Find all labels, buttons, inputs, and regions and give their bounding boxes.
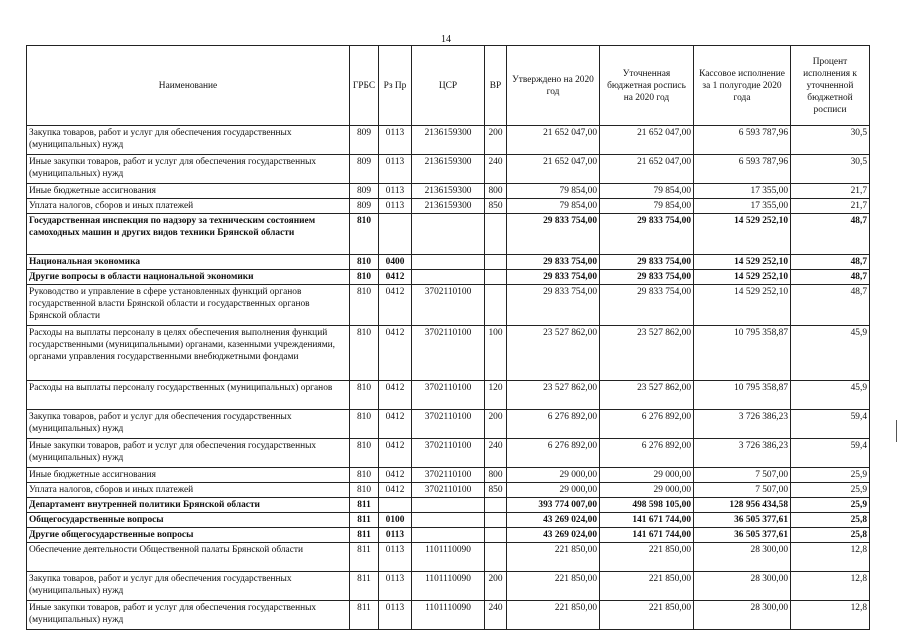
cell-csr xyxy=(412,528,485,543)
cell-rzpr: 0113 xyxy=(379,184,412,199)
cell-percent: 45,9 xyxy=(791,381,870,410)
cell-rzpr: 0113 xyxy=(379,601,412,630)
cell-grbs: 811 xyxy=(350,601,379,630)
cell-cash: 28 300,00 xyxy=(694,543,791,572)
cell-approved: 221 850,00 xyxy=(507,543,600,572)
cell-percent: 48,7 xyxy=(791,285,870,326)
cell-rzpr: 0412 xyxy=(379,439,412,468)
header-percent: Процент исполнения к уточненной бюджетной росписи xyxy=(791,46,870,126)
header-name: Наименование xyxy=(27,46,350,126)
cell-refined: 79 854,00 xyxy=(600,199,694,214)
cell-rzpr: 0113 xyxy=(379,528,412,543)
cell-rzpr: 0412 xyxy=(379,326,412,381)
table-row xyxy=(27,255,870,270)
cell-vr: 200 xyxy=(485,126,507,155)
cell-csr: 3702110100 xyxy=(412,410,485,439)
cell-percent: 21,7 xyxy=(791,184,870,199)
cell-name: Департамент внутренней политики Брянской области xyxy=(27,498,350,513)
cell-cash: 17 355,00 xyxy=(694,184,791,199)
cell-rzpr: 0412 xyxy=(379,285,412,326)
table-row xyxy=(27,468,870,483)
cell-percent: 59,4 xyxy=(791,410,870,439)
cell-vr xyxy=(485,513,507,528)
cell-percent: 25,8 xyxy=(791,528,870,543)
cell-refined: 29 000,00 xyxy=(600,483,694,498)
cell-rzpr xyxy=(379,214,412,255)
cell-name: Общегосударственные вопросы xyxy=(27,513,350,528)
cell-cash: 36 505 377,61 xyxy=(694,528,791,543)
cell-vr: 100 xyxy=(485,326,507,381)
cell-vr: 850 xyxy=(485,199,507,214)
cell-percent: 25,9 xyxy=(791,498,870,513)
cell-refined: 29 000,00 xyxy=(600,468,694,483)
cell-approved: 21 652 047,00 xyxy=(507,155,600,184)
cell-refined: 221 850,00 xyxy=(600,601,694,630)
table-row xyxy=(27,410,870,439)
cell-refined: 29 833 754,00 xyxy=(600,285,694,326)
cell-vr: 200 xyxy=(485,410,507,439)
cell-refined: 221 850,00 xyxy=(600,543,694,572)
cell-cash: 3 726 386,23 xyxy=(694,410,791,439)
table-row xyxy=(27,326,870,381)
cell-csr: 2136159300 xyxy=(412,155,485,184)
table-row xyxy=(27,155,870,184)
cell-rzpr: 0412 xyxy=(379,483,412,498)
cell-vr: 200 xyxy=(485,572,507,601)
cell-cash: 6 593 787,96 xyxy=(694,126,791,155)
cell-cash: 10 795 358,87 xyxy=(694,326,791,381)
cell-percent: 25,8 xyxy=(791,513,870,528)
cell-name: Уплата налогов, сборов и иных платежей xyxy=(27,483,350,498)
cell-approved: 23 527 862,00 xyxy=(507,381,600,410)
cell-vr xyxy=(485,214,507,255)
cell-cash: 6 593 787,96 xyxy=(694,155,791,184)
cell-csr: 2136159300 xyxy=(412,126,485,155)
header-grbs: ГРБС xyxy=(350,46,379,126)
cell-percent: 30,5 xyxy=(791,126,870,155)
cell-approved: 221 850,00 xyxy=(507,572,600,601)
cell-grbs: 811 xyxy=(350,572,379,601)
cell-percent: 59,4 xyxy=(791,439,870,468)
cell-approved: 29 833 754,00 xyxy=(507,270,600,285)
header-csr: ЦСР xyxy=(412,46,485,126)
cell-approved: 21 652 047,00 xyxy=(507,126,600,155)
cell-rzpr: 0113 xyxy=(379,155,412,184)
cell-cash: 14 529 252,10 xyxy=(694,270,791,285)
cell-refined: 6 276 892,00 xyxy=(600,410,694,439)
cell-cash: 17 355,00 xyxy=(694,199,791,214)
cell-vr: 800 xyxy=(485,468,507,483)
cell-grbs: 810 xyxy=(350,468,379,483)
cell-csr xyxy=(412,214,485,255)
cell-rzpr: 0412 xyxy=(379,381,412,410)
cell-approved: 393 774 007,00 xyxy=(507,498,600,513)
margin-mark xyxy=(896,420,897,442)
cell-grbs: 810 xyxy=(350,483,379,498)
cell-percent: 30,5 xyxy=(791,155,870,184)
cell-grbs: 810 xyxy=(350,285,379,326)
table-row xyxy=(27,572,870,601)
cell-rzpr: 0412 xyxy=(379,410,412,439)
header-refined: Уточненная бюджетная роспись на 2020 год xyxy=(600,46,694,126)
cell-approved: 79 854,00 xyxy=(507,184,600,199)
cell-csr: 3702110100 xyxy=(412,285,485,326)
cell-name: Иные бюджетные ассигнования xyxy=(27,468,350,483)
cell-csr xyxy=(412,255,485,270)
page-number: 14 xyxy=(441,34,451,45)
cell-grbs: 810 xyxy=(350,326,379,381)
cell-rzpr: 0400 xyxy=(379,255,412,270)
cell-cash: 14 529 252,10 xyxy=(694,255,791,270)
cell-rzpr: 0412 xyxy=(379,270,412,285)
cell-vr: 240 xyxy=(485,155,507,184)
cell-vr xyxy=(485,498,507,513)
cell-name: Национальная экономика xyxy=(27,255,350,270)
cell-csr: 3702110100 xyxy=(412,326,485,381)
cell-refined: 498 598 105,00 xyxy=(600,498,694,513)
header-cash: Кассовое исполнение за 1 полугодие 2020 года xyxy=(694,46,791,126)
cell-grbs: 810 xyxy=(350,255,379,270)
cell-percent: 12,8 xyxy=(791,601,870,630)
cell-vr xyxy=(485,255,507,270)
cell-grbs: 811 xyxy=(350,543,379,572)
cell-approved: 6 276 892,00 xyxy=(507,439,600,468)
table-row xyxy=(27,214,870,255)
table-row xyxy=(27,126,870,155)
cell-cash: 28 300,00 xyxy=(694,601,791,630)
cell-approved: 79 854,00 xyxy=(507,199,600,214)
cell-refined: 21 652 047,00 xyxy=(600,126,694,155)
cell-cash: 14 529 252,10 xyxy=(694,285,791,326)
cell-cash: 10 795 358,87 xyxy=(694,381,791,410)
cell-name: Расходы на выплаты персоналу в целях обеспечения выполнения функций государственными (муниципальными) органами, казенными учреждениями, органами управления государственными внебюджетными фондами xyxy=(27,326,350,381)
cell-grbs: 809 xyxy=(350,199,379,214)
cell-csr: 1101110090 xyxy=(412,572,485,601)
cell-refined: 29 833 754,00 xyxy=(600,255,694,270)
cell-refined: 6 276 892,00 xyxy=(600,439,694,468)
cell-vr xyxy=(485,270,507,285)
cell-rzpr: 0113 xyxy=(379,199,412,214)
cell-rzpr: 0412 xyxy=(379,468,412,483)
cell-name: Иные бюджетные ассигнования xyxy=(27,184,350,199)
cell-grbs: 811 xyxy=(350,513,379,528)
cell-approved: 43 269 024,00 xyxy=(507,513,600,528)
header-rzpr: Рз Пр xyxy=(379,46,412,126)
cell-cash: 128 956 434,58 xyxy=(694,498,791,513)
cell-percent: 48,7 xyxy=(791,255,870,270)
table-row xyxy=(27,285,870,326)
cell-grbs: 811 xyxy=(350,528,379,543)
cell-cash: 7 507,00 xyxy=(694,483,791,498)
cell-refined: 141 671 744,00 xyxy=(600,528,694,543)
cell-percent: 12,8 xyxy=(791,572,870,601)
cell-vr: 240 xyxy=(485,601,507,630)
cell-approved: 23 527 862,00 xyxy=(507,326,600,381)
cell-refined: 79 854,00 xyxy=(600,184,694,199)
cell-vr xyxy=(485,528,507,543)
cell-csr xyxy=(412,513,485,528)
cell-percent: 48,7 xyxy=(791,270,870,285)
cell-name: Руководство и управление в сфере установленных функций органов государственной власти Брянской области и государственных органов Брянской области xyxy=(27,285,350,326)
cell-cash: 7 507,00 xyxy=(694,468,791,483)
table-row xyxy=(27,439,870,468)
table-row xyxy=(27,270,870,285)
cell-approved: 29 833 754,00 xyxy=(507,285,600,326)
cell-percent: 48,7 xyxy=(791,214,870,255)
cell-rzpr: 0113 xyxy=(379,572,412,601)
cell-csr: 2136159300 xyxy=(412,199,485,214)
cell-grbs: 810 xyxy=(350,410,379,439)
cell-csr: 2136159300 xyxy=(412,184,485,199)
header-approved: Утверждено на 2020 год xyxy=(507,46,600,126)
cell-approved: 29 000,00 xyxy=(507,468,600,483)
cell-name: Обеспечение деятельности Общественной палаты Брянской области xyxy=(27,543,350,572)
cell-vr xyxy=(485,285,507,326)
cell-csr: 1101110090 xyxy=(412,543,485,572)
table-row xyxy=(27,381,870,410)
cell-vr: 120 xyxy=(485,381,507,410)
cell-refined: 23 527 862,00 xyxy=(600,381,694,410)
cell-name: Иные закупки товаров, работ и услуг для обеспечения государственных (муниципальных) нужд xyxy=(27,155,350,184)
cell-approved: 43 269 024,00 xyxy=(507,528,600,543)
table-row xyxy=(27,199,870,214)
cell-name: Иные закупки товаров, работ и услуг для обеспечения государственных (муниципальных) нужд xyxy=(27,601,350,630)
cell-rzpr: 0100 xyxy=(379,513,412,528)
cell-cash: 36 505 377,61 xyxy=(694,513,791,528)
table-row xyxy=(27,513,870,528)
cell-approved: 29 833 754,00 xyxy=(507,214,600,255)
cell-grbs: 810 xyxy=(350,439,379,468)
cell-name: Закупка товаров, работ и услуг для обеспечения государственных (муниципальных) нужд xyxy=(27,410,350,439)
cell-grbs: 810 xyxy=(350,270,379,285)
cell-approved: 221 850,00 xyxy=(507,601,600,630)
cell-rzpr: 0113 xyxy=(379,126,412,155)
cell-grbs: 810 xyxy=(350,381,379,410)
cell-csr: 3702110100 xyxy=(412,439,485,468)
cell-name: Другие вопросы в области национальной экономики xyxy=(27,270,350,285)
cell-vr: 800 xyxy=(485,184,507,199)
cell-cash: 14 529 252,10 xyxy=(694,214,791,255)
cell-vr: 240 xyxy=(485,439,507,468)
cell-csr: 3702110100 xyxy=(412,468,485,483)
cell-rzpr: 0113 xyxy=(379,543,412,572)
cell-grbs: 809 xyxy=(350,126,379,155)
table-header-row xyxy=(27,46,870,126)
cell-refined: 23 527 862,00 xyxy=(600,326,694,381)
cell-vr xyxy=(485,543,507,572)
cell-refined: 141 671 744,00 xyxy=(600,513,694,528)
header-vr: ВР xyxy=(485,46,507,126)
cell-name: Закупка товаров, работ и услуг для обеспечения государственных (муниципальных) нужд xyxy=(27,572,350,601)
cell-csr xyxy=(412,498,485,513)
cell-refined: 29 833 754,00 xyxy=(600,270,694,285)
cell-name: Расходы на выплаты персоналу государственных (муниципальных) органов xyxy=(27,381,350,410)
cell-name: Иные закупки товаров, работ и услуг для обеспечения государственных (муниципальных) нужд xyxy=(27,439,350,468)
cell-approved: 6 276 892,00 xyxy=(507,410,600,439)
cell-refined: 221 850,00 xyxy=(600,572,694,601)
cell-percent: 25,9 xyxy=(791,483,870,498)
cell-grbs: 809 xyxy=(350,184,379,199)
cell-grbs: 811 xyxy=(350,498,379,513)
table-row xyxy=(27,483,870,498)
cell-cash: 28 300,00 xyxy=(694,572,791,601)
table-row xyxy=(27,498,870,513)
cell-percent: 12,8 xyxy=(791,543,870,572)
cell-vr: 850 xyxy=(485,483,507,498)
cell-csr: 3702110100 xyxy=(412,483,485,498)
cell-csr xyxy=(412,270,485,285)
cell-grbs: 810 xyxy=(350,214,379,255)
cell-approved: 29 000,00 xyxy=(507,483,600,498)
cell-percent: 21,7 xyxy=(791,199,870,214)
cell-csr: 3702110100 xyxy=(412,381,485,410)
cell-cash: 3 726 386,23 xyxy=(694,439,791,468)
budget-table xyxy=(26,45,870,630)
cell-percent: 45,9 xyxy=(791,326,870,381)
table-row xyxy=(27,601,870,630)
cell-csr: 1101110090 xyxy=(412,601,485,630)
cell-rzpr xyxy=(379,498,412,513)
cell-refined: 29 833 754,00 xyxy=(600,214,694,255)
table-row xyxy=(27,184,870,199)
cell-name: Другие общегосударственные вопросы xyxy=(27,528,350,543)
cell-grbs: 809 xyxy=(350,155,379,184)
cell-percent: 25,9 xyxy=(791,468,870,483)
table-row xyxy=(27,543,870,572)
cell-name: Уплата налогов, сборов и иных платежей xyxy=(27,199,350,214)
table-row xyxy=(27,528,870,543)
cell-name: Закупка товаров, работ и услуг для обеспечения государственных (муниципальных) нужд xyxy=(27,126,350,155)
cell-name: Государственная инспекция по надзору за техническим состоянием самоходных машин и других видов техники Брянской области xyxy=(27,214,350,255)
cell-refined: 21 652 047,00 xyxy=(600,155,694,184)
cell-approved: 29 833 754,00 xyxy=(507,255,600,270)
